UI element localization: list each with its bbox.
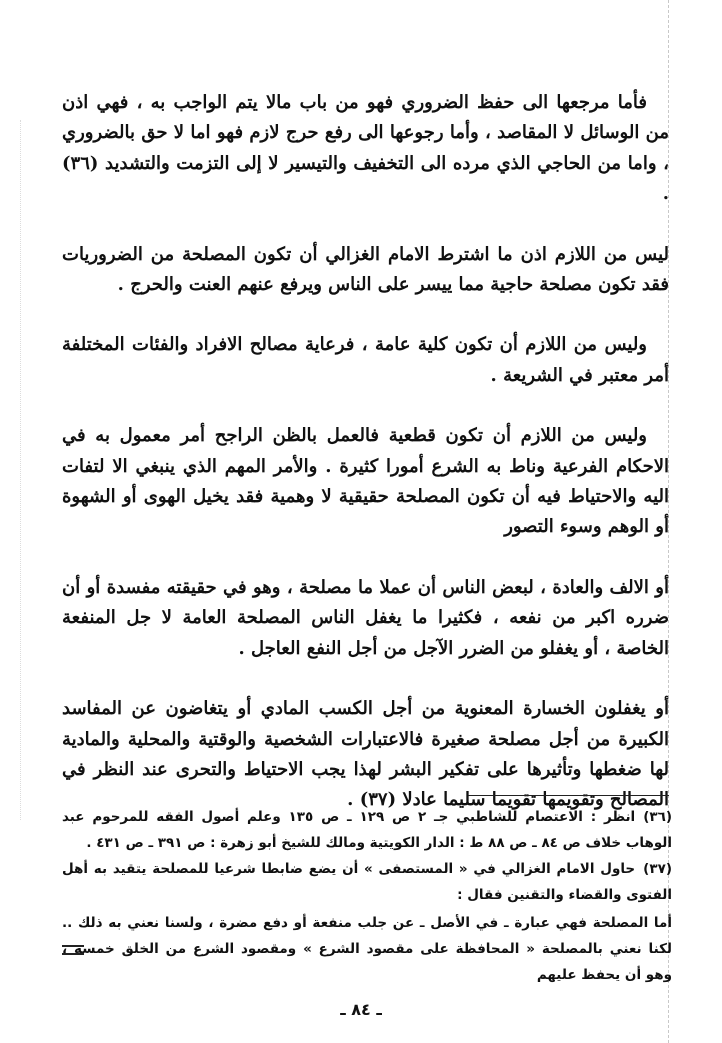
main-text xyxy=(62,88,669,846)
footnote-text: حاول الامام الغزالي في « المستصفى » أن يضع ضابطا شرعيا للمصلحة يتقيد به أهل الفتوى والقضاء والتقنين فقال : xyxy=(62,861,672,903)
paragraph-4: وليس من اللازم أن تكون قطعية فالعمل بالظن الراجح أمر معمول به في الاحكام الفرعية وناط به الشرع أمورا كثيرة . والأمر المهم الذي ينبغي الا لتفات اليه والاحتياط فيه أن تكون المصلحة حقيقية لا وهمية فقد يخيل الهوى أو الشهوة أو الوهم وسوء التصور xyxy=(62,425,669,538)
footnote-37 xyxy=(62,856,672,908)
scan-edge-line xyxy=(20,120,21,820)
footnote-number: (٣٧) xyxy=(643,861,672,877)
paragraph-3: وليس من اللازم أن تكون كلية عامة ، فرعاية مصالح الافراد والفئات المختلفة أمر معتبر في الشريعة . xyxy=(62,334,669,386)
footnote-37-continuation: أما المصلحة فهي عبارة ـ في الأصل ـ عن جلب منفعة أو دفع مضرة ، ولسنا نعني به ذلك .. لكنا نعني بالمصلحة « المحافظة على مقصود الشرع » ومقصود الشرع من الخلق خمسة ، وهو أن يحفظ عليهم xyxy=(62,915,672,983)
continuation-mark xyxy=(62,945,84,955)
footnote-separator xyxy=(468,795,669,796)
footnotes xyxy=(62,804,672,988)
page-number: ـ ٨٤ ـ xyxy=(340,1000,382,1019)
footnote-text: انظر : الاعتصام للشاطبي جـ ٢ ص ١٢٩ ـ ص ١٣٥ وعلم أصول الفقه للمرحوم عبد الوهاب خلاف ص ٨٤ ـ ص ٨٨ ط : الدار الكويتية ومالك للشيخ أبو زهرة : ص ٣٩١ ـ ص ٤٣١ . xyxy=(62,809,672,851)
footnote-number: (٣٦) xyxy=(643,809,673,825)
paragraph-1: فأما مرجعها الى حفظ الضروري فهو من باب مالا يتم الواجب به ، فهي اذن من الوسائل لا المقاصد ، وأما رجوعها الى رفع حرج لازم فهو اما لا حق بالضروري ، واما من الحاجي الذي مرده الى التخفيف والتيسير لا إلى التزمت والتشديد (٣٦) . xyxy=(62,92,669,205)
paragraph-2: ليس من اللازم اذن ما اشترط الامام الغزالي أن تكون المصلحة من الضروريات فقد تكون مصلحة حاجية مما ييسر على الناس ويرفع عنهم العنت والحرج . xyxy=(62,243,669,296)
footnote-36 xyxy=(62,804,672,856)
paragraph-6: أو يغفلون الخسارة المعنوية من أجل الكسب المادي أو يتغاضون عن المفاسد الكبيرة من أجل مصلحة صغيرة فالاعتبارات الشخصية والوقتية والمحلية والمادية لها ضغطها وتأثيرها على تفكير البشر لهذا يجب الاحتياط والتحرى عند النظر في المصالح وتقويمها تقويما سليما عادلا (٣٧) . xyxy=(62,698,669,811)
paragraph-5: أو الالف والعادة ، لبعض الناس أن عملا ما مصلحة ، وهو في حقيقته مفسدة أو أن ضرره اكبر من نفعه ، فكثيرا ما يغفل الناس المصلحة العامة لا جل المنفعة الخاصة ، أو يغفلو من الضرر الآجل من أجل النفع العاجل . xyxy=(62,576,669,659)
